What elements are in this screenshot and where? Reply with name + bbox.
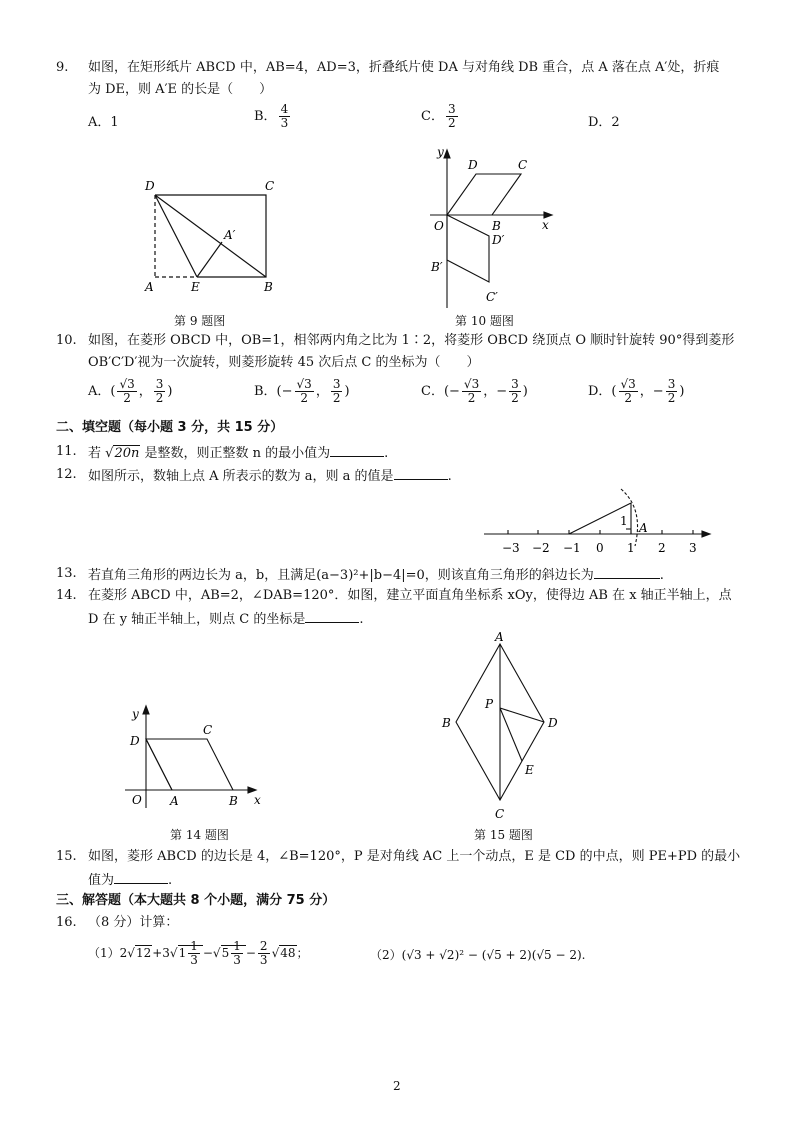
- fig10-label-y: y: [437, 145, 444, 159]
- q14-line2-wrap: [88, 610, 364, 628]
- fig9-label-d: D: [145, 179, 155, 193]
- q16-text: （8 分）计算：: [88, 915, 179, 930]
- fig15-label-c: C: [495, 807, 505, 821]
- q16-p1-mixed2-whole: 5: [221, 946, 230, 960]
- q16-p1-radicand1: 12: [135, 946, 152, 960]
- q16-p1-mixed2-frac: [231, 940, 243, 967]
- page-number: 2: [393, 1079, 401, 1093]
- q12-end: .: [447, 469, 452, 484]
- q11-pre: 若: [88, 446, 102, 461]
- q13-text: [88, 566, 664, 584]
- fig10-label-dp: D′: [492, 233, 505, 247]
- q13-answer-blank[interactable]: [594, 566, 660, 579]
- q16-p1-plus3: +3: [152, 946, 170, 960]
- q9-option-b-fraction: [279, 103, 291, 130]
- q10-a-frac2-den: 2: [155, 391, 164, 405]
- q9-option-c: [421, 103, 460, 130]
- q10-c-comma: ，−: [483, 384, 508, 399]
- fig14-label-y: y: [132, 707, 139, 721]
- q13-end: .: [659, 568, 664, 583]
- fig15-segment-pe: [500, 708, 522, 761]
- fig9-crease-de: [155, 195, 197, 277]
- q10-d-frac2-den: 2: [667, 391, 676, 405]
- q9-option-a: A．1: [88, 115, 119, 130]
- fig10-label-o: O: [434, 219, 444, 233]
- q10-a-frac2: [154, 378, 166, 405]
- q10-b-frac1: [295, 378, 314, 405]
- q16-p1-radicand3: 48: [280, 946, 296, 960]
- q10-c-frac1: [462, 378, 481, 405]
- numline-label-1: 1: [627, 541, 635, 555]
- q14-line1: 在菱形 ABCD 中，AB=2，∠DAB=120°．如图，建立平面直角坐标系 xOy，使得边 AB 在 x 轴正半轴上，点: [88, 588, 732, 603]
- q12-number: 12.: [56, 467, 77, 482]
- numline-label-a: A: [639, 521, 648, 535]
- q9-option-c-label: C．: [421, 109, 444, 124]
- q10-d-frac1-num: √3: [620, 377, 636, 391]
- q16-part2: [370, 946, 586, 963]
- q9-option-c-den: 2: [447, 116, 456, 130]
- q10-a-close: ): [167, 384, 173, 399]
- fig10-rhombus-rotated: [447, 215, 489, 282]
- q10-option-a: [88, 378, 172, 405]
- q14-line2: D 在 y 轴正半轴上，则点 C 的坐标是: [88, 612, 306, 627]
- q11-text: [88, 444, 388, 462]
- q10-d-frac2: [666, 378, 678, 405]
- q10-d-frac1: [619, 378, 638, 405]
- section-2-title: 二、填空题（每小题 3 分，共 15 分）: [56, 420, 284, 435]
- fig14-label-a: A: [170, 794, 179, 808]
- fig9-label-e: E: [191, 280, 200, 294]
- q12-text: [88, 467, 452, 485]
- fig15-label-b: B: [442, 716, 451, 730]
- q16-p1-mixed1-frac: [188, 940, 200, 967]
- fig9-segment-eap: [197, 242, 222, 277]
- fig10-caption: 第 10 题图: [455, 314, 514, 328]
- q9-line2: 为 DE，则 A′E 的长是（ ）: [88, 82, 273, 97]
- q15-end: .: [168, 873, 173, 888]
- fig15-caption: 第 15 题图: [474, 828, 533, 842]
- q16-p1-mixed2: [221, 939, 246, 967]
- q10-a-frac2-num: 3: [155, 377, 164, 391]
- q16-p1-minus1: −: [202, 946, 213, 960]
- q16-number: 16.: [56, 915, 77, 930]
- q10-c-label: C．(−: [421, 384, 460, 399]
- q10-b-frac2-num: 3: [332, 377, 341, 391]
- fig10-rhombus-original: [447, 174, 521, 215]
- q16-p1-coef-frac-num: 2: [259, 939, 268, 953]
- figure-15: [436, 628, 572, 824]
- q16-p1-end: ；: [296, 946, 309, 960]
- fig10-label-d: D: [468, 158, 478, 172]
- q10-option-c: [421, 378, 528, 405]
- q9-option-b-label: B．: [254, 109, 277, 124]
- q16-p2-expr: (√3 + √2)² − (√5 + 2)(√5 − 2): [401, 948, 582, 962]
- q10-a-label: A．(: [88, 384, 116, 399]
- number-line-figure: [478, 484, 718, 560]
- q10-b-label: B．(−: [254, 384, 293, 399]
- q16-p2-label: （2）: [370, 948, 402, 962]
- q10-c-frac1-den: 2: [467, 391, 476, 405]
- q10-option-b: [254, 378, 350, 405]
- q16-p1-coef: 2: [119, 946, 128, 960]
- q16-p1-mixed1-whole: 1: [178, 946, 187, 960]
- fig10-label-cp: C′: [486, 290, 498, 304]
- q11-radical: √20n: [105, 446, 140, 461]
- numline-label-side-1: 1: [620, 514, 628, 528]
- q9-option-b-num: 4: [280, 102, 289, 116]
- q10-line2: OB′C′D′视为一次旋转，则菱形旋转 45 次后点 C 的坐标为（ ）: [88, 355, 480, 370]
- number-line-arrow: [702, 531, 710, 537]
- fig10-label-b: B: [492, 219, 501, 233]
- q11-answer-blank[interactable]: [330, 444, 384, 457]
- numline-label-neg1: −1: [563, 541, 581, 555]
- q10-c-close: ): [522, 384, 528, 399]
- fig15-label-e: E: [525, 763, 534, 777]
- q15-line2: 值为: [88, 873, 115, 888]
- fig9-caption: 第 9 题图: [174, 314, 226, 328]
- fig14-diagonal: [146, 739, 172, 790]
- q10-b-frac2: [331, 378, 343, 405]
- q10-a-frac1-den: 2: [123, 391, 131, 405]
- q10-b-frac1-num: √3: [296, 377, 312, 391]
- q14-number: 14.: [56, 588, 77, 603]
- fig15-label-d: D: [548, 716, 558, 730]
- numline-label-3: 3: [689, 541, 697, 555]
- q16-p1-mixed2-den: 3: [233, 953, 241, 967]
- q14-answer-blank[interactable]: [305, 610, 359, 623]
- fig10-label-x: x: [542, 218, 549, 232]
- q10-b-frac1-den: 2: [300, 391, 308, 405]
- fig10-label-bp: B′: [431, 260, 443, 274]
- fig9-label-a: A: [145, 280, 154, 294]
- fig10-y-arrow: [444, 150, 450, 158]
- fig15-label-a: A: [495, 630, 504, 644]
- fig9-label-b: B: [264, 280, 273, 294]
- q10-c-frac1-num: √3: [463, 377, 480, 391]
- fig14-label-c: C: [203, 723, 213, 737]
- fig14-label-x: x: [254, 793, 261, 807]
- q15-answer-blank[interactable]: [114, 871, 168, 884]
- figure-14: [120, 700, 270, 812]
- q10-d-label: D．(: [588, 384, 617, 399]
- q11-post: 是整数，则正整数 n 的最小值为: [144, 446, 331, 461]
- fig14-label-o: O: [132, 793, 142, 807]
- q11-end: .: [384, 446, 389, 461]
- q10-d-close: ): [679, 384, 685, 399]
- q16-p1-minus2: −: [245, 946, 256, 960]
- fig14-y-arrow: [143, 706, 149, 714]
- figure-10: [420, 140, 570, 312]
- q9-option-b: [254, 103, 292, 130]
- q9-option-c-fraction: [446, 103, 458, 130]
- q9-option-b-den: 3: [280, 116, 289, 130]
- q13-number: 13.: [56, 566, 77, 581]
- q10-b-close: ): [344, 384, 350, 399]
- fig14-label-d: D: [130, 734, 140, 748]
- q10-option-d: [588, 378, 684, 405]
- q11-number: 11.: [56, 444, 77, 459]
- numline-label-neg2: −2: [532, 541, 550, 555]
- q10-b-comma: ，: [315, 384, 329, 399]
- q16-part1: （1）2√12+3√1 $\frac{1}{3}$ −√5 $\frac{1}{3}$ − $\frac{2}{3}$ √48；: [88, 939, 309, 967]
- fig14-caption: 第 14 题图: [170, 828, 229, 842]
- fig15-segment-be: [456, 722, 522, 761]
- q16-p1-mixed1-num: 1: [190, 939, 198, 953]
- q16-p1-mixed1: [178, 939, 203, 967]
- numline-label-neg3: −3: [502, 541, 520, 555]
- q16-p1-coef-frac: [258, 940, 270, 967]
- q16-p1-mixed2-num: 1: [233, 939, 241, 953]
- q15-line1: 如图，菱形 ABCD 的边长是 4，∠B=120°，P 是对角线 AC 上一个动点，E 是 CD 的中点，则 PE+PD 的最小: [88, 849, 741, 864]
- numline-label-2: 2: [658, 541, 666, 555]
- q16-p2-end: .: [581, 948, 586, 962]
- q9-option-d: D．2: [588, 115, 620, 130]
- figure-9: [140, 172, 290, 297]
- q16-p1-coef-frac-den: 3: [259, 953, 268, 967]
- fig14-label-b: B: [229, 794, 238, 808]
- q10-a-frac1-num: √3: [119, 377, 135, 391]
- q9-number: 9.: [56, 60, 69, 75]
- q14-end: .: [359, 612, 364, 627]
- q12-body: 如图所示，数轴上点 A 所表示的数为 a，则 a 的值是: [88, 469, 394, 484]
- q10-c-frac2-den: 2: [511, 391, 519, 405]
- q9-line1: 如图，在矩形纸片 ABCD 中，AB=4，AD=3，折叠纸片使 DA 与对角线 DB 重合，点 A 落在点 A′处，折痕: [88, 60, 720, 75]
- q10-d-frac2-num: 3: [667, 377, 676, 391]
- fig10-label-c: C: [518, 158, 528, 172]
- q10-number: 10.: [56, 333, 77, 348]
- q10-b-frac2-den: 2: [332, 391, 341, 405]
- q10-d-comma: ，−: [639, 384, 664, 399]
- q15-number: 15.: [56, 849, 77, 864]
- q10-line1: 如图，在菱形 OBCD 中，OB=1，相邻两内角之比为 1∶2，将菱形 OBCD 绕顶点 O 顺时针旋转 90°得到菱形: [88, 333, 735, 348]
- numline-label-0: 0: [596, 541, 604, 555]
- q12-answer-blank[interactable]: [394, 467, 448, 480]
- fig9-label-ap: A′: [224, 228, 236, 242]
- fig9-label-c: C: [265, 179, 275, 193]
- q10-a-frac1: [117, 378, 136, 405]
- q10-c-frac2: [509, 378, 521, 405]
- q13-body: 若直角三角形的两边长为 a，b，且满足(a−3)²+|b−4|=0，则该直角三角形的斜边长为: [88, 568, 594, 583]
- q11-radicand: 20n: [114, 446, 140, 461]
- q10-a-comma: ，: [138, 384, 152, 399]
- q10-d-frac1-den: 2: [624, 391, 632, 405]
- q16-p1-mixed1-den: 3: [190, 953, 198, 967]
- q16-p1-label: （1）: [88, 946, 120, 960]
- q15-line2-wrap: [88, 871, 172, 889]
- q9-option-c-num: 3: [447, 102, 456, 116]
- fig15-label-p: P: [485, 697, 494, 711]
- fig9-diagonal-db: [155, 195, 266, 277]
- q10-c-frac2-num: 3: [511, 377, 519, 391]
- section-3-title: 三、解答题（本大题共 8 个小题，满分 75 分）: [56, 893, 336, 908]
